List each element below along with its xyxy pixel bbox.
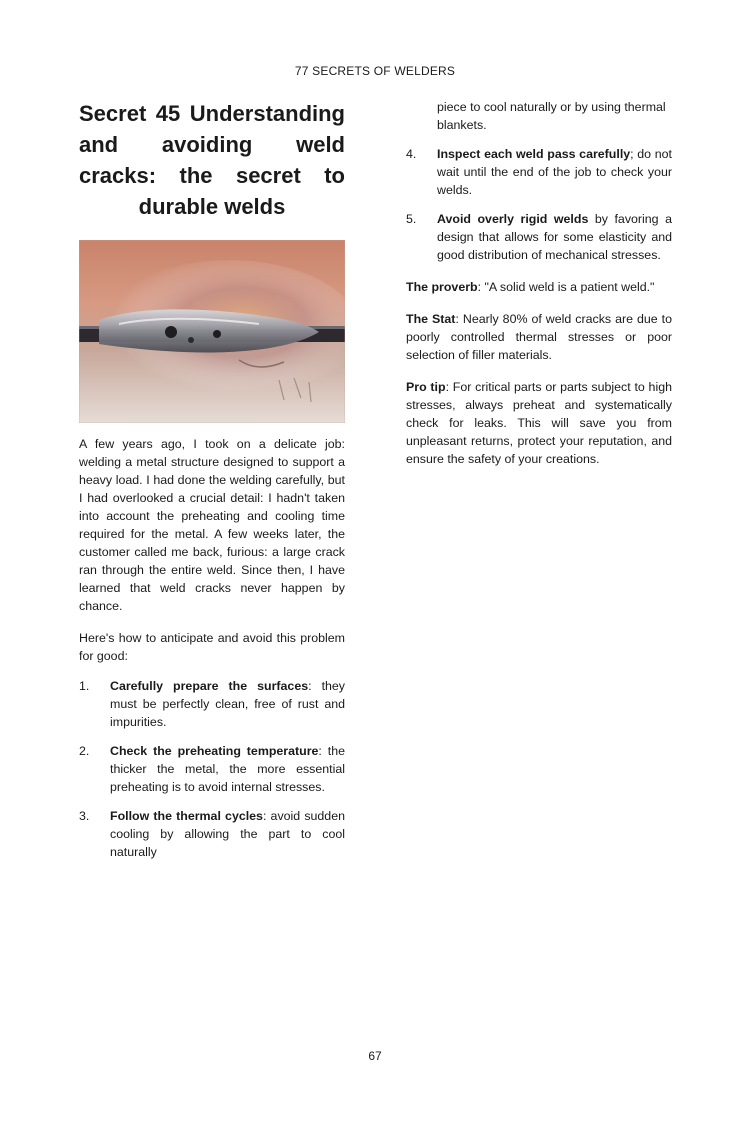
- page-title: Secret 45 Understanding and avoiding weld cracks: the secret to durable welds: [79, 101, 345, 219]
- proverb-text: : "A solid weld is a patient weld.": [477, 280, 655, 294]
- list-item-text: by favoring a design that allows for some elasticity and good distribution of mechanical stresses.: [437, 212, 672, 262]
- steps-list-right: [406, 145, 672, 264]
- list-item: [79, 807, 345, 861]
- protip-label: Pro tip: [406, 380, 446, 394]
- protip-paragraph: [406, 378, 672, 468]
- list-item-bold: Follow the thermal cycles: [110, 809, 263, 823]
- list-item-text: ; do not wait until the end of the job to check your welds.: [437, 147, 672, 197]
- protip-text: : For critical parts or parts subject to high stresses, always preheat and systematically check for leaks. This will save you from unpleasant returns, protect your reputation, and ensure the safety of your creations.: [406, 380, 672, 466]
- proverb-paragraph: [406, 278, 672, 296]
- list-number: 4.: [406, 147, 417, 161]
- running-header: 77 SECRETS OF WELDERS: [294, 64, 456, 78]
- stat-label: The Stat: [406, 312, 456, 326]
- stat-text: : Nearly 80% of weld cracks are due to poorly controlled thermal stresses or poor selection of filler materials.: [406, 312, 672, 362]
- list-item-continued: piece to cool naturally or by using thermal blankets.: [437, 100, 666, 132]
- list-number: 5.: [406, 212, 417, 226]
- stat-paragraph: [406, 310, 672, 364]
- list-number: 1.: [79, 679, 90, 693]
- list-item: [79, 677, 345, 731]
- steps-list-left: [79, 677, 345, 861]
- howto-paragraph: Here's how to anticipate and avoid this problem for good:: [79, 631, 345, 663]
- list-number: 2.: [79, 744, 90, 758]
- list-item: [406, 145, 672, 199]
- proverb-label: The proverb: [406, 280, 478, 294]
- list-item-bold: Avoid overly rigid welds: [437, 212, 589, 226]
- right-column: [406, 98, 672, 468]
- list-item-bold: Carefully prepare the surfaces: [110, 679, 309, 693]
- list-number: 3.: [79, 809, 90, 823]
- weld-photo: [79, 240, 345, 423]
- list-item-text: : avoid sudden cooling by allowing the part to cool naturally: [110, 809, 345, 859]
- page-number: 67: [368, 1049, 382, 1063]
- list-item-text: : the thicker the metal, the more essential preheating is to avoid internal stresses.: [110, 744, 345, 794]
- list-item-bold: Inspect each weld pass carefully: [437, 147, 631, 161]
- list-item-bold: Check the preheating temperature: [110, 744, 319, 758]
- list-item-text: : they must be perfectly clean, free of rust and impurities.: [110, 679, 345, 729]
- list-item: [79, 742, 345, 796]
- left-column: [79, 98, 345, 872]
- list-item: [406, 210, 672, 264]
- intro-paragraph: A few years ago, I took on a delicate job: welding a metal structure designed to support a heavy load. I had done the welding carefully, but I had overlooked a crucial detail: I hadn't taken into account the preheating and cooling time required for the metal. A few weeks later, the customer called me back, furious: a large crack ran through the entire weld. Since then, I have learned that weld cracks never happen by chance.: [79, 437, 345, 613]
